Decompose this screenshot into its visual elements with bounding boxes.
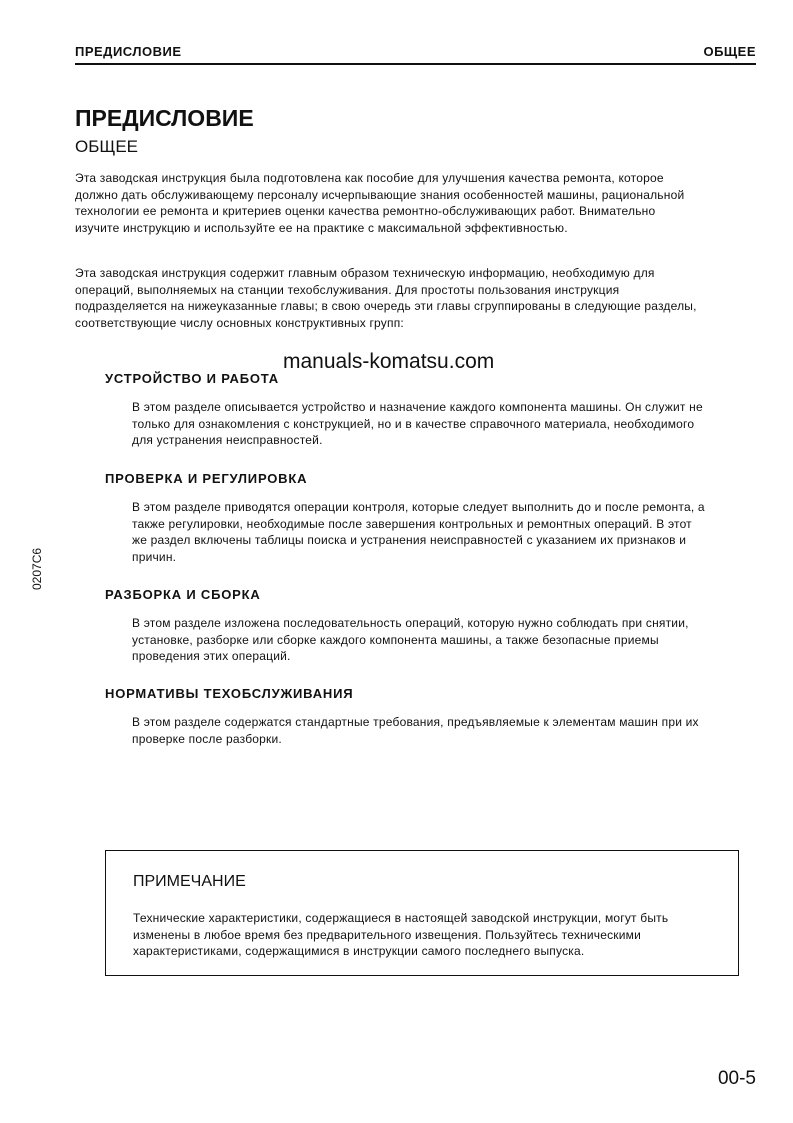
section-heading: ПРОВЕРКА И РЕГУЛИРОВКА <box>105 471 308 486</box>
page-title: ПРЕДИСЛОВИЕ <box>75 105 254 131</box>
note-box <box>105 850 739 976</box>
intro-paragraph: Эта заводская инструкция была подготовлена как пособие для улучшения качества ремонта, которое должно дать обслуживающему персоналу исчерпывающие знания особенностей машины, рациональной технологии ее ремонта и критериев оценки качества ремонтно-обслуживающих работ. Внимательно изучите инструкцию и используйте ее на практике с максимальной эффективностью. <box>75 171 685 235</box>
section-heading: РАЗБОРКА И СБОРКА <box>105 587 261 602</box>
section-text: В этом разделе изложена последовательность операций, которую нужно соблюдать при снятии, установке, разборке или сборке каждого компонента машины, а также безопасные приемы проведения этих операций. <box>132 616 689 663</box>
section-text: В этом разделе описывается устройство и назначение каждого компонента машины. Он служит не только для ознакомления с конструкцией, но и в качестве справочного материала, необходимого для устранения неисправностей. <box>132 400 703 447</box>
header-left: ПРЕДИСЛОВИЕ <box>75 44 182 59</box>
watermark: manuals-komatsu.com <box>283 350 495 373</box>
header-right: ОБЩЕЕ <box>703 44 756 59</box>
section-heading: УСТРОЙСТВО И РАБОТА <box>105 371 279 386</box>
page-number: 00-5 <box>717 1068 756 1089</box>
note-title: ПРИМЕЧАНИЕ <box>133 873 246 890</box>
section-heading: НОРМАТИВЫ ТЕХОБСЛУЖИВАНИЯ <box>105 686 354 701</box>
section-text: В этом разделе содержатся стандартные требования, предъявляемые к элементам машин при их проверке после разборки. <box>132 715 699 746</box>
section-text: В этом разделе приводятся операции контроля, которые следует выполнить до и после ремонта, а также регулировки, необходимые после завершения контрольных и ремонтных операций. В этот же раздел включены таблицы поиска и устранения неисправностей с указанием их признаков и причин. <box>132 500 705 564</box>
header-rule <box>75 63 756 65</box>
note-text: Технические характеристики, содержащиеся в настоящей заводской инструкции, могут быть изменены в любое время без предварительного извещения. Пользуйтесь техническими характеристиками, содержащимися в инструкции самого последнего выпуска. <box>133 911 669 958</box>
page-subtitle: ОБЩЕЕ <box>75 137 138 156</box>
intro-paragraph: Эта заводская инструкция содержит главным образом техническую информацию, необходимую для операций, выполняемых на станции техобслуживания. Для простоты пользования инструкция подразделяется на нижеуказанные главы; в свою очередь эти главы сгруппированы в следующие разделы, соответствующие числу основных конструктивных групп: <box>75 266 697 330</box>
side-code: 0207C6 <box>30 547 44 590</box>
